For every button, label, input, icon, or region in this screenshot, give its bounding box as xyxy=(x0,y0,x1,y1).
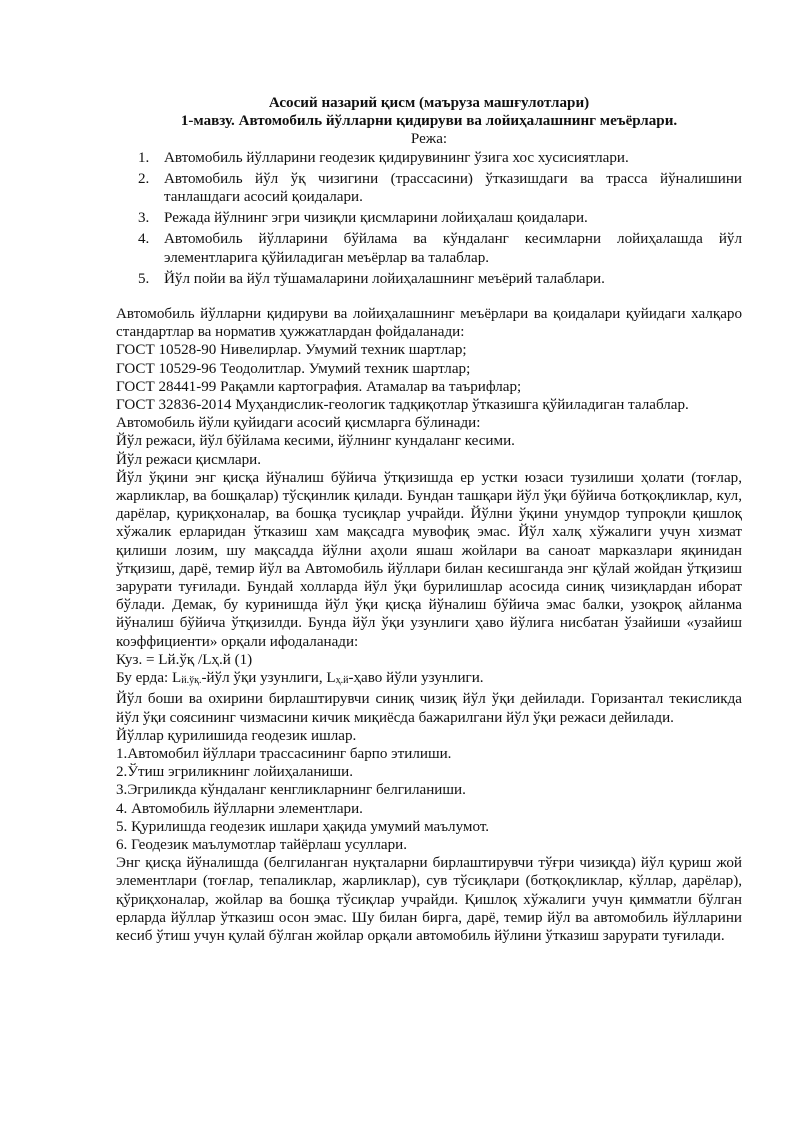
topic-heading: 1-мавзу. Автомобиль йўлларни қидируви ва лойиҳалашнинг меъёрлари. xyxy=(180,113,678,130)
list-line: 6. Геодезик маълумотлар тайёрлаш усуллари. xyxy=(116,836,408,853)
gost-line: ГОСТ 32836-2014 Муҳандислик-геологик тадқиқотлар ўтказишга қўйиладиган талаблар. xyxy=(116,397,689,414)
plan-list xyxy=(116,149,742,288)
plan-item: 2. Автомобиль йўл ўқ чизигини (трассасини) ўтказишдаги ва трасса йўналишини танлашдаги асосий қоидалари. xyxy=(138,170,742,206)
body-paragraph: Йўл режаси, йўл бўйлама кесими, йўлнинг кундаланг кесими. xyxy=(116,433,515,450)
plan-label: Режа: xyxy=(410,131,448,148)
body-paragraph: Йўл ўқини энг қисқа йўналиш бўйича ўтқизишда ер устки юзаси тузилиши ҳолати (тоғлар, жарликлар, ва бошқалар) тўсқинлик қилади. Бундан ташқари йўл ўқи бўйича ботқоқликлар, кул, дарёлар, қуриқхоналар, ва бошқа тусиқлар учрайди. Йўлни ўқини унумдор тупроқли қишлоқ хўжалик ерларидан ўтказиш хам мақсадга мувофиқ эмас. Йўл халқ хўжалиги учун хизмат қилиши лозим, шу мақсадда йўлни аҳоли яшаш жойлари ва саноат марказлари яқинидан ўтқизиш, дарё, темир йўл ва Автомобиль йўллари билан кесишганда энг қўлай жойдан ўтқизиш зарурати туғилади. Бундай холларда йўл ўқи бурилишлар асосида синиқ чизиқлардан иборат бўлади. Демак, бу куринишда йўл ўқи қисқа йўналиш бўйича эмас балки, узоқроқ айланма йўналиш бўйича ўтқизилди. Бунда йўл ўқи узунлиги ҳаво йўлига нисбатан ўзайиши «узайиш коэффициенти» орқали ифодаланади: xyxy=(116,469,742,650)
gost-line: ГОСТ 10529-96 Теодолитлар. Умумий техник шартлар; xyxy=(116,360,471,377)
body-paragraph: Йўл режаси қисмлари. xyxy=(116,451,261,468)
plan-item: 4. Автомобиль йўлларини бўйлама ва кўндаланг кесимларни лойиҳалашда йўл элементларига қўйиладиган меъёрлар ва талаблар. xyxy=(138,231,742,266)
body-paragraph: Йўллар қурилишида геодезик ишлар. xyxy=(116,727,357,744)
list-line: 2.Ўтиш эгриликнинг лойиҳаланиши. xyxy=(116,764,353,781)
document-page xyxy=(116,94,742,945)
body-paragraph: Автомобиль йўли қуйидаги асосий қисмларга бўлинади: xyxy=(116,415,481,432)
plan-item: 5. Йўл пойи ва йўл тўшамаларини лойиҳалашнинг меъёрий талаблари. xyxy=(138,270,605,287)
list-line: 1.Автомобил йўллари трассасининг барпо этилиши. xyxy=(116,745,452,762)
formula-explanation: Бу ерда: Lй.ўқ.-йўл ўқи узунлиги, Lҳ.й-ҳаво йўли узунлиги. xyxy=(116,670,484,687)
list-line: 3.Эгриликда кўндаланг кенгликларнинг белгиланиши. xyxy=(116,782,466,799)
intro-paragraph: Автомобиль йўлларни қидируви ва лойиҳалашнинг меъёрлари ва қоидалари қуйидаги халқаро стандартлар ва норматив ҳужжатлардан фойдаланади: xyxy=(116,306,742,341)
body-paragraph: Йўл боши ва охирини бирлаштирувчи синиқ чизиқ йўл ўқи дейилади. Горизантал текисликда йўл ўқи соясининг чизмасини кичик миқиёсда бажарилгани йўл ўқи режаси дейилади. xyxy=(116,691,742,726)
list-line: 4. Автомобиль йўлларни элементлари. xyxy=(116,800,363,817)
formula: Куз. = Lй.ўқ /Lҳ.й (1) xyxy=(116,651,253,668)
plan-item: 3. Режада йўлнинг эгри чизиқли қисмларини лойиҳалаш қоидалари. xyxy=(138,210,588,227)
gost-line: ГОСТ 28441-99 Рақамли картография. Атамалар ва таърифлар; xyxy=(116,378,522,395)
body-paragraph: Энг қисқа йўналишда (белгиланган нуқталарни бирлаштирувчи тўғри чизиқда) йўл қуриш жой элементлари (тоғлар, тепаликлар, жарликлар), сув тўсиқлари (ботқоқликлар, кўллар, дарёлар), қўриқхоналар, жойлар ва бошқа тўсиқлар учрайди. Қишлоқ хўжалиги учун қимматли бўлган ерларда йўллар ўтказиш осон эмас. Шу билан бирга, дарё, темир йўл ва автомобиль йўлларини кесиб ўтиш учун қулай бўлган жойлар орқали автомобиль йўлини ўтказиш зарурати туғилади. xyxy=(116,855,742,944)
gost-line: ГОСТ 10528-90 Нивелирлар. Умумий техник шартлар; xyxy=(116,342,467,359)
list-line: 5. Қурилишда геодезик ишлари ҳақида умумий маълумот. xyxy=(116,818,490,835)
page-title: Асосий назарий қисм (маъруза машғулотлари) xyxy=(268,95,590,111)
plan-item: 1. Автомобиль йўлларини геодезик қидирувининг ўзига хос хусисиятлари. xyxy=(138,149,629,166)
